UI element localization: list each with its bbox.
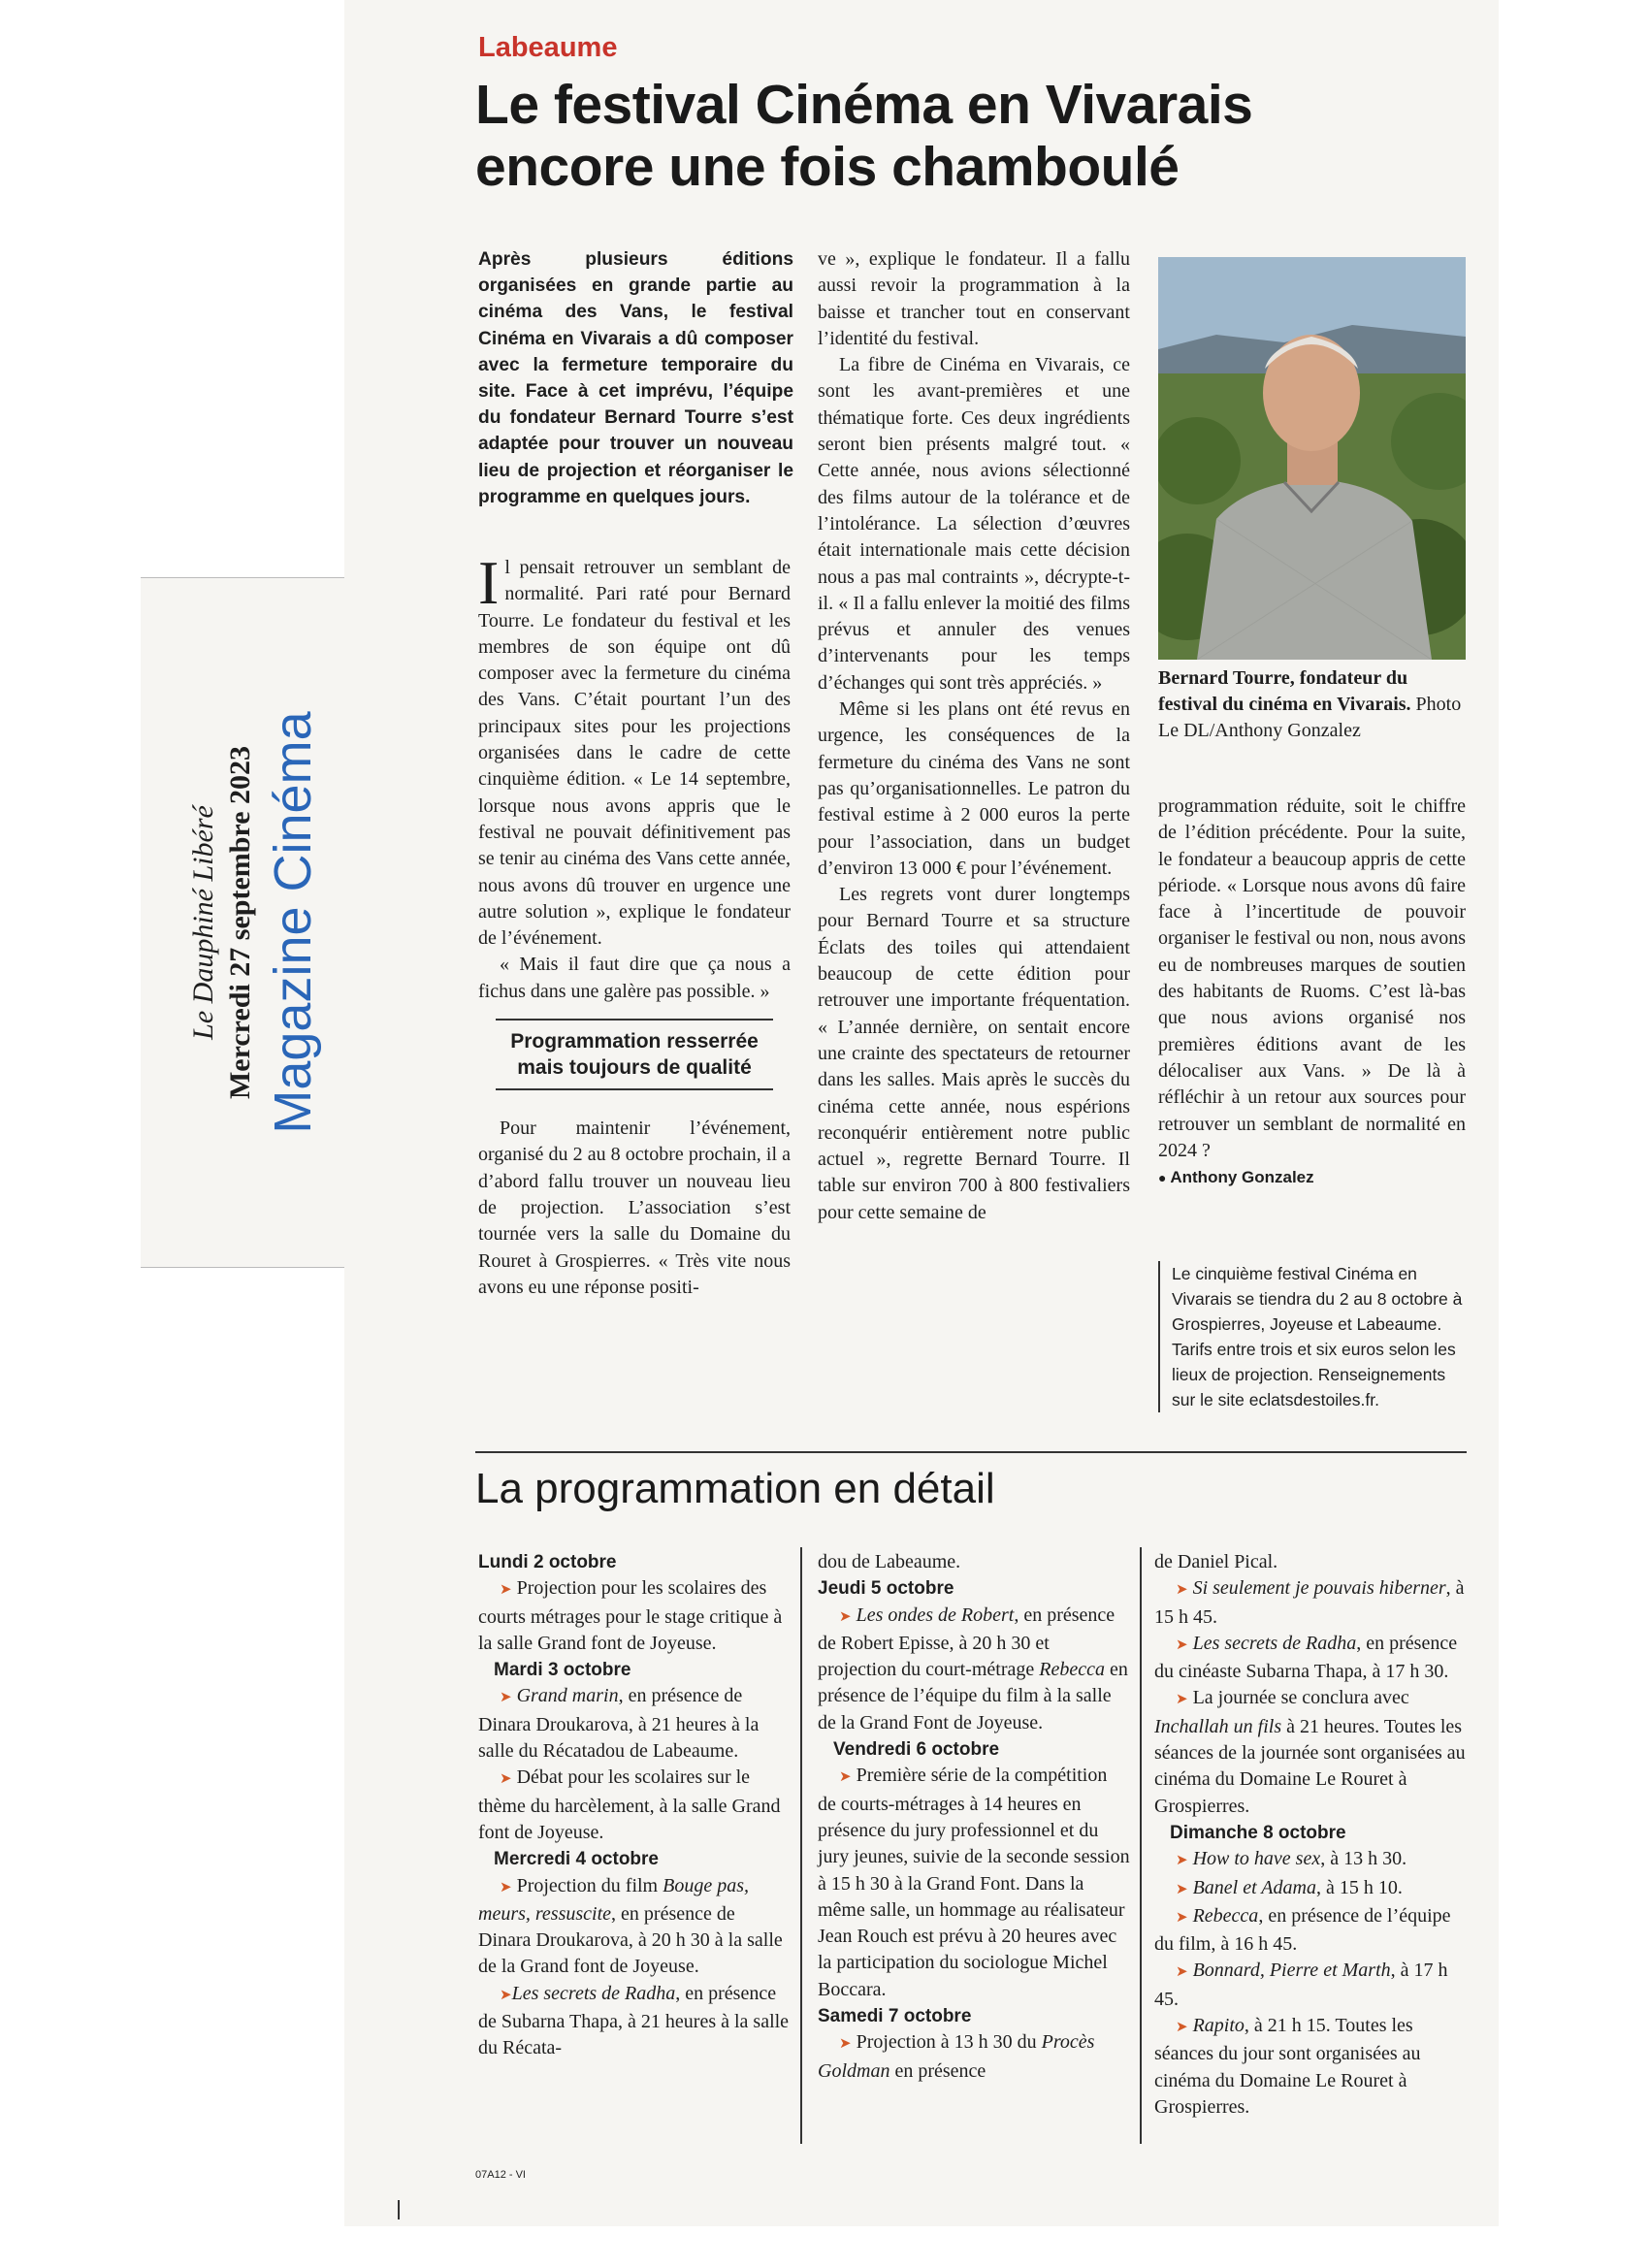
item-text: , à 17 h 45. (1154, 1960, 1448, 2010)
programme-item (1154, 1631, 1467, 1686)
item-text: , à 15 h 10. (1315, 1876, 1403, 1898)
section-divider (475, 1451, 1467, 1453)
item-text: , à 15 h 45. (1154, 1577, 1465, 1628)
item-text: Projection à 13 h 30 du (856, 2031, 1042, 2054)
newspaper-name: Le Dauphiné Libéré (187, 805, 219, 1040)
film-title: Rebecca (1192, 1904, 1259, 1927)
paragraph: La fibre de Cinéma en Vivarais, ce sont les avant-premières et une thématique forte. Ces deux ingrédients seront bien présents malgré tout. « Cette année, nous avions sélectionné des films autour de la tolérance et de l’intolérance. La sélection d’œuvres était internationale mais cette décision nous a pas mal contraints », décrypte-t-il. « Il a fallu enlever la moitié des films prévus et annuler des venues d’intervenants pour les temps d’échanges qui sont très appréciés. » (818, 354, 1130, 694)
programme-item (1154, 1846, 1467, 1874)
film-title: Si seulement je pouvais hiberner (1192, 1577, 1446, 1600)
arrow-icon: ➤ (1176, 1881, 1188, 1897)
programme-day: Mardi 3 octobre (494, 1660, 631, 1681)
programme-day: Mercredi 4 octobre (494, 1849, 659, 1870)
headline-line-2: encore une fois chamboulé (475, 136, 1180, 198)
headline-line-1: Le festival Cinéma en Vivarais (475, 74, 1253, 136)
arrow-icon: ➤ (1176, 1853, 1188, 1869)
item-text: Projection du film (516, 1874, 663, 1896)
programme-item (1154, 1903, 1467, 1959)
programme-column-3 (1154, 1549, 1467, 2121)
item-text: Projection pour les scolaires des courts métrages pour le stage critique à la salle Grand font de Joyeuse. (478, 1577, 783, 1654)
photo-caption (1158, 665, 1466, 744)
programme-column-1 (478, 1549, 791, 2062)
paragraph: « Mais il faut dire que ça nous a fichus dans une galère pas possible. » (478, 954, 791, 1002)
film-title: Rebecca (1039, 1659, 1105, 1681)
programme-item (1154, 1958, 1467, 2013)
arrow-icon: ➤ (1176, 1692, 1188, 1708)
drop-cap: I (478, 548, 500, 617)
author-name: Anthony Gonzalez (1170, 1168, 1314, 1187)
arrow-icon: ➤ (500, 1690, 512, 1706)
paragraph: Même si les plans ont été revus en urgence, les conséquences de la fermeture du cinéma des Vans ne sont pas qu’organisationnelles. Le patron du festival estime à 2 000 euros la perte pour l’association, dans un budget d’environ 13 000 € pour l’événement. (818, 698, 1130, 879)
item-text: en présence de l’équipe du film à la salle de la Grand Font de Joyeuse. (818, 1659, 1128, 1733)
film-title: Les secrets de Radha (511, 1982, 676, 2004)
item-text: , en présence de Robert Episse, à 20 h 30 et projection du court-métrage (818, 1604, 1116, 1681)
section-tab (141, 577, 344, 1268)
item-text: en présence (889, 2059, 986, 2082)
paragraph: ve », explique le fondateur. Il a fallu aussi revoir la programmation à la baisse et trancher tout en conservant l’identité du festival. (818, 248, 1130, 349)
item-text: , en présence de l’équipe du film, à 16 h 45. (1154, 1904, 1451, 1956)
arrow-icon: ➤ (1176, 1964, 1188, 1981)
headline (475, 74, 1445, 198)
item-text: , à 13 h 30. (1320, 1848, 1407, 1870)
programme-item (478, 1683, 791, 1765)
programme-continuation: de Daniel Pical. (1154, 1551, 1278, 1572)
film-title: Inchallah un fils (1154, 1715, 1282, 1737)
column-rule (1140, 1547, 1142, 2144)
arrow-icon: ➤ (839, 1769, 852, 1786)
programme-day: Samedi 7 octobre (818, 2006, 972, 2027)
item-text: , en présence de Dinara Droukarova, à 21 heures à la salle du Récatadou de Labeaume. (478, 1685, 760, 1763)
arrow-icon: ➤ (839, 2036, 852, 2053)
arrow-icon: ➤ (1176, 1636, 1188, 1653)
info-box: Le cinquième festival Cinéma en Vivarais se tiendra du 2 au 8 octobre à Grospierres, Joyeuse et Labeaume. Tarifs entre trois et six euros selon les lieux de projection. Renseignements sur le site eclatsdestoiles.fr. (1158, 1261, 1466, 1412)
item-text: Débat pour les scolaires sur le thème du harcèlement, à la salle Grand font de Joyeuse. (478, 1766, 781, 1843)
arrow-icon: ➤ (839, 1608, 852, 1625)
author-signature (1158, 1164, 1466, 1191)
programme-item (1154, 1875, 1467, 1903)
programme-day: Dimanche 8 octobre (1170, 1822, 1346, 1843)
issue-date: Mercredi 27 septembre 2023 (224, 745, 256, 1100)
programme-item (818, 2029, 1130, 2085)
arrow-icon: ➤ (500, 1879, 512, 1895)
paragraph: Pour maintenir l’événement, organisé du 2 au 8 octobre prochain, il a d’abord fallu trouver un nouveau lieu de projection. L’association s’est tournée vers la salle du Domaine du Rouret à Grospierres. « Très vite nous avons eu une réponse positi- (478, 1118, 791, 1298)
item-text: , en présence du cinéaste Subarna Thapa, à 17 h 30. (1154, 1632, 1458, 1683)
subheading: Programmation resserrée mais toujours de qualité (496, 1019, 773, 1090)
programme-item (818, 1763, 1130, 2003)
arrow-icon: ➤ (1176, 1909, 1188, 1926)
film-title: Banel et Adama (1192, 1876, 1316, 1898)
article-column-3 (1158, 794, 1466, 1191)
film-title: How to have sex (1192, 1848, 1321, 1870)
item-text: à 21 heures. Toutes les séances de la journée sont organisées au cinéma du Domaine Le Rouret à Grospierres. (1154, 1715, 1466, 1817)
section-name: Magazine Cinéma (264, 711, 322, 1134)
programme-item (1154, 1575, 1467, 1631)
page-folio: 07A12 - VI (475, 2169, 526, 2181)
caption-text: Bernard Tourre, fondateur du festival du cinéma en Vivarais. (1158, 667, 1411, 715)
film-title: Bouge pas, meurs, ressuscite (478, 1874, 750, 1925)
bullet-icon: ● (1158, 1170, 1171, 1186)
arrow-icon: ➤ (1176, 1582, 1188, 1599)
arrow-icon: ➤ (500, 1771, 512, 1788)
section-tab-rotated (148, 670, 342, 1175)
film-title: Grand marin (516, 1685, 619, 1707)
programme-item (478, 1765, 791, 1846)
item-text: Première série de la compétition de courts-métrages à 14 heures en présence du jury professionnel et du jury jeunes, suivie de la seconde session à 15 h 30 à la Grand Font. Dans la même salle, un hommage au réalisateur Jean Rouch est prévu à 20 heures avec la participation du sociologue Michel Boccara. (818, 1765, 1130, 2000)
region-kicker: Labeaume (478, 32, 618, 63)
paragraph-text: l pensait retrouver un semblant de normalité. Pari raté pour Bernard Tourre. Le fondateur du festival et les membres de son équipe ont dû composer avec la fermeture du cinéma des Vans. C’était pourtant l’un des principaux sites pour les projections organisées dans le cadre de cette cinquième édition. « Le 14 septembre, lorsque nous avons appris que le festival ne pouvait définitivement pas se tenir au cinéma des Vans cette année, nous avons dû trouver en urgence une autre solution », explique le fondateur de l’événement. (478, 557, 791, 950)
article-column-1 (478, 548, 791, 1301)
item-text: , à 21 h 15. Toutes les séances du jour sont organisées au cinéma du Domaine Le Rouret à Grospierres. (1154, 2015, 1421, 2118)
paragraph: Les regrets vont durer longtemps pour Bernard Tourre et sa structure Éclats des toiles qui attendaient beaucoup de cette édition pour retrouver une importante fréquentation. « L’année dernière, on sentait encore une crainte des spectateurs de retourner dans les salles. Mais après le succès du cinéma cette année, nous espérions reconquérir entièrement notre public actuel », regrette Bernard Tourre. Il table sur environ 700 à 800 festivaliers pour cette semaine de (818, 884, 1130, 1223)
programme-item (478, 1873, 791, 1981)
portrait-photo (1158, 257, 1466, 660)
programme-item (818, 1603, 1130, 1736)
film-title: Bonnard, Pierre et Marth (1192, 1960, 1391, 1982)
item-text: , en présence de Dinara Droukarova, à 20 h 30 à la salle de la Grand font de Joyeuse. (478, 1902, 783, 1978)
programme-day: Vendredi 6 octobre (833, 1739, 1000, 1761)
programme-title: La programmation en détail (475, 1465, 995, 1512)
paragraph: programmation réduite, soit le chiffre de l’édition précédente. Pour la suite, le fondateur a beaucoup appris de cette période. « Lorsque nous avons dû faire face à l’incertitude de pouvoir organiser le festival ou non, nous avons eu de nombreuses marques de soutien des habitants de Ruoms. C’est là-bas que nous avions organisé nos premières éditions avant de les délocaliser aux Vans. » De là à réfléchir à un retour aux sources pour retrouver un semblant de normalité en 2024 ? (1158, 795, 1466, 1161)
film-title: Les ondes de Robert (856, 1604, 1015, 1626)
programme-day: Jeudi 5 octobre (818, 1578, 954, 1600)
film-title: Les secrets de Radha (1192, 1632, 1357, 1654)
arrow-icon: ➤ (500, 1582, 512, 1599)
programme-item (1154, 1685, 1467, 1819)
programme-column-2 (818, 1549, 1130, 2085)
item-text: La journée se conclura avec (1192, 1687, 1409, 1709)
programme-item (478, 1981, 791, 2062)
programme-continuation: dou de Labeaume. (818, 1551, 961, 1572)
crop-mark (398, 2200, 400, 2219)
article-lead: Après plusieurs éditions organisées en grande partie au cinéma des Vans, le festival Cinéma en Vivarais a dû composer avec la fermeture temporaire du site. Face à cet imprévu, l’équipe du fondateur Bernard Tourre s’est adaptée pour trouver un nouveau lieu de projection et réorganiser le programme en quelques jours. (478, 249, 793, 507)
programme-day: Lundi 2 octobre (478, 1552, 617, 1572)
item-text: , en présence de Subarna Thapa, à 21 heures à la salle du Récata- (478, 1982, 790, 2059)
programme-item (1154, 2013, 1467, 2121)
film-title: Rapito (1192, 2015, 1245, 2037)
arrow-icon: ➤ (500, 1987, 512, 2003)
column-rule (800, 1547, 802, 2144)
paragraph (478, 548, 791, 952)
portrait-illustration (1158, 257, 1466, 660)
programme-item (478, 1575, 791, 1657)
film-title: Procès Goldman (818, 2031, 1095, 2082)
article-column-2 (818, 246, 1130, 1226)
photo-credit: Photo Le DL/Anthony Gonzalez (1158, 694, 1462, 741)
arrow-icon: ➤ (1176, 2020, 1188, 2036)
